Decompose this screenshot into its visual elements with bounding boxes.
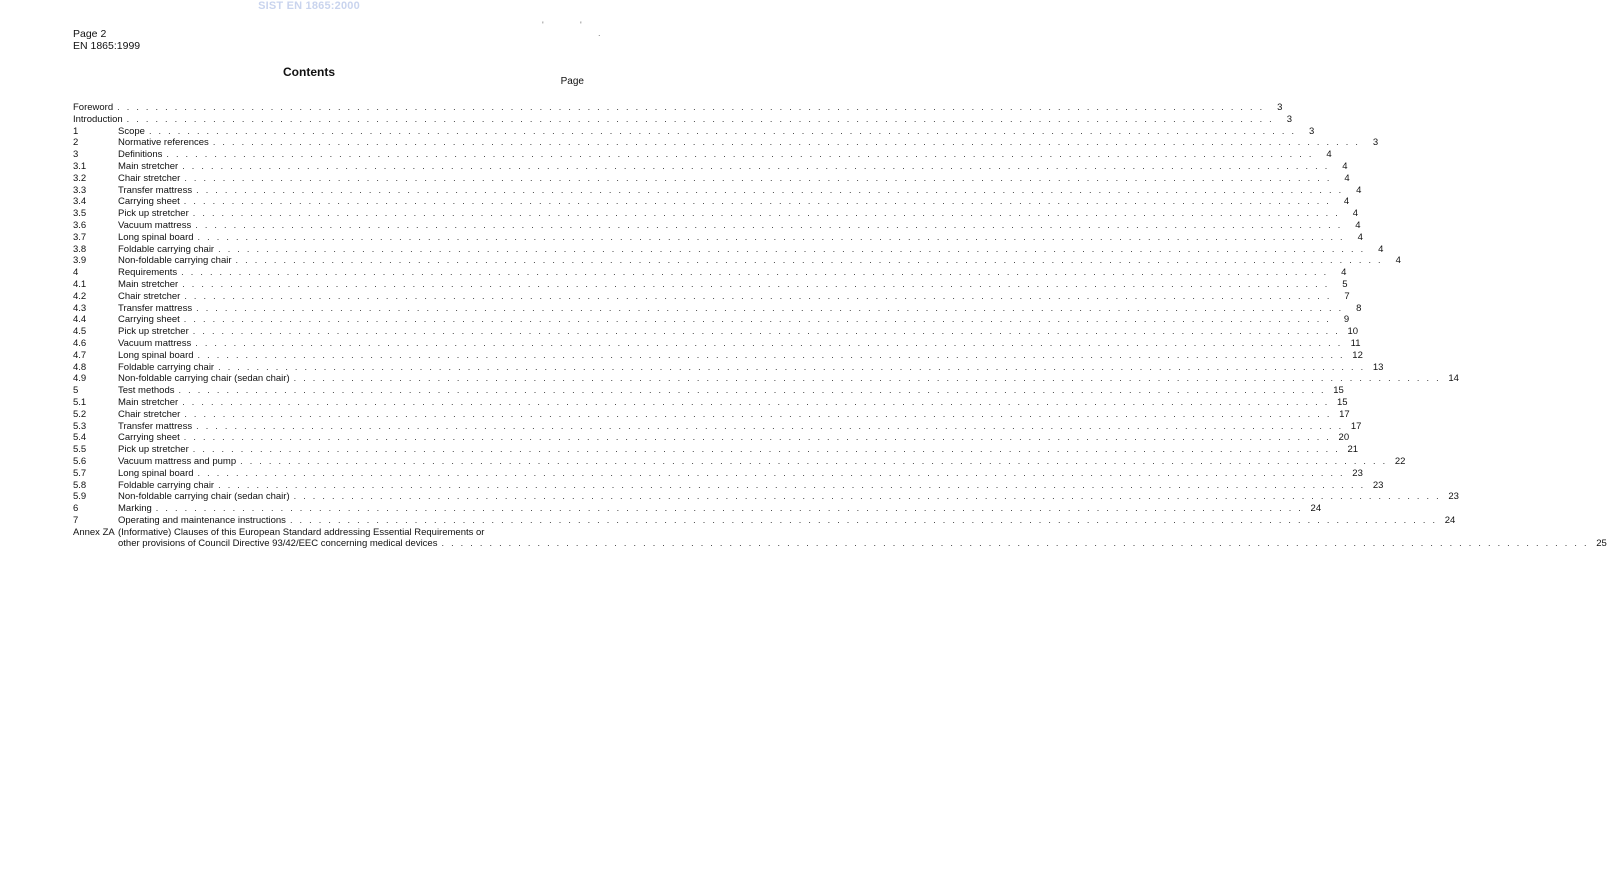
toc-entry[interactable] [73, 278, 1348, 291]
toc-entry-number: 5.4 [73, 432, 87, 444]
toc-entry-page: 23 [1448, 491, 1459, 503]
toc-leader-dots: . . . . . . . . . . . . . . . . . . . . . . . . . . . . . . . . . . . . . . . . . . . . . . . . . . . . . . . . . . . . . . . . . . . . . . . . . . . . . . . . . . . . . . . . . . . . . . . . . . . . . . . . . . . . . . . . . . . . . . . . [182, 278, 1330, 289]
toc-entry-page: 13 [1372, 361, 1384, 373]
toc-leader-dots: . . . . . . . . . . . . . . . . . . . . . . . . . . . . . . . . . . . . . . . . . . . . . . . . . . . . . . . . . . . . . . . . . . . . . . . . . . . . . . . . . . . . . . . . . . . . . . . . . . . . . . . . . . . . . . . . . . . . . . . . [195, 219, 1343, 230]
toc-entry-title: Pick up stretcher [118, 444, 189, 456]
toc-entry-page: 12 [1352, 349, 1363, 361]
toc-entry-page: 8 [1356, 302, 1362, 314]
toc-entry-title: Pick up stretcher [118, 208, 189, 220]
toc-leader-dots: . . . . . . . . . . . . . . . . . . . . . . . . . . . . . . . . . . . . . . . . . . . . . . . . . . . . . . . . . . . . . . . . . . . . . . . . . . . . . . . . . . . . . . . . . . . . . . . . . . . . . . . . . . . . . . . . . . . . . . . . [218, 361, 1366, 372]
toc-entry-page: 3 [1277, 102, 1283, 113]
toc-leader-dots: . . . . . . . . . . . . . . . . . . . . . . . . . . . . . . . . . . . . . . . . . . . . . . . . . . . . . . . . . . . . . . . . . . . . . . . . . . . . . . . . . . . . . . . . . . . . . . . . . . . . . . . . . . . . . . . . . . . . . . . . [182, 396, 1330, 407]
toc-leader-dots: . . . . . . . . . . . . . . . . . . . . . . . . . . . . . . . . . . . . . . . . . . . . . . . . . . . . . . . . . . . . . . . . . . . . . . . . . . . . . . . . . . . . . . . . . . . . . . . . . . . . . . . . . . . . . . . . . . . . . . . . [126, 113, 1274, 124]
toc-leader-dots: . . . . . . . . . . . . . . . . . . . . . . . . . . . . . . . . . . . . . . . . . . . . . . . . . . . . . . . . . . . . . . . . . . . . . . . . . . . . . . . . . . . . . . . . . . . . . . . . . . . . . . . . . . . . . . . . . . . . . . . . [293, 373, 1441, 384]
toc-entry[interactable] [73, 160, 1348, 173]
toc-leader-dots: . . . . . . . . . . . . . . . . . . . . . . . . . . . . . . . . . . . . . . . . . . . . . . . . . . . . . . . . . . . . . . . . . . . . . . . . . . . . . . . . . . . . . . . . . . . . . . . . . . . . . . . . . . . . . . . . . . . . . . . . [183, 314, 1332, 325]
annex-entry[interactable] [73, 527, 585, 539]
toc-entry-title: Vacuum mattress and pump [118, 455, 237, 467]
toc-entry-number: 4.8 [73, 361, 87, 373]
scan-speck: . [598, 28, 601, 38]
scan-speck: ' [580, 20, 582, 30]
toc-leader-dots: . . . . . . . . . . . . . . . . . . . . . . . . . . . . . . . . . . . . . . . . . . . . . . . . . . . . . . . . . . . . . . . . . . . . . . . . . . . . . . . . . . . . . . . . . . . . . . . . . . . . . . . . . . . . . . . . . . . . . . . . [293, 491, 1441, 502]
toc-entry[interactable] [73, 219, 1361, 232]
contents-title: Contents [283, 65, 335, 79]
toc-entry[interactable] [73, 196, 1350, 208]
toc-entry-page: 7 [1344, 290, 1350, 302]
toc-leader-dots: . . . . . . . . . . . . . . . . . . . . . . . . . . . . . . . . . . . . . . . . . . . . . . . . . . . . . . . . . . . . . . . . . . . . . . . . . . . . . . . . . . . . . . . . . . . . . . . . . . . . . . . . . . . . . . . . . . . . . . . . [192, 444, 1341, 455]
toc-entry-number: 4.3 [73, 302, 87, 314]
toc-entry-page: 4 [1395, 255, 1401, 267]
toc-entry-page: 4 [1341, 267, 1347, 279]
toc-entry-number: 5.7 [73, 467, 87, 479]
toc-entry-page: 17 [1339, 408, 1350, 420]
toc-leader-dots: . . . . . . . . . . . . . . . . . . . . . . . . . . . . . . . . . . . . . . . . . . . . . . . . . . . . . . . . . . . . . . . . . . . . . . . . . . . . . . . . . . . . . . . . . . . . . . . . . . . . . . . . . . . . . . . . . . . . . . . . [441, 538, 1589, 549]
toc-entry-page: 23 [1372, 479, 1384, 491]
page-header [73, 28, 140, 52]
toc-leader-dots: . . . . . . . . . . . . . . . . . . . . . . . . . . . . . . . . . . . . . . . . . . . . . . . . . . . . . . . . . . . . . . . . . . . . . . . . . . . . . . . . . . . . . . . . . . . . . . . . . . . . . . . . . . . . . . . . . . . . . . . . [182, 160, 1330, 171]
toc-entry[interactable] [73, 243, 1384, 256]
toc-entry-page: 20 [1338, 432, 1350, 444]
toc-leader-dots: . . . . . . . . . . . . . . . . . . . . . . . . . . . . . . . . . . . . . . . . . . . . . . . . . . . . . . . . . . . . . . . . . . . . . . . . . . . . . . . . . . . . . . . . . . . . . . . . . . . . . . . . . . . . . . . . . . . . . . . . [117, 102, 1265, 112]
toc-entry-number: 2 [73, 137, 79, 149]
toc-entry-page: 24 [1310, 503, 1322, 515]
toc-entry[interactable] [73, 361, 1384, 374]
toc-entry-page: 24 [1444, 514, 1456, 526]
toc-entry-title: Foreword [73, 102, 114, 113]
toc-entry[interactable] [73, 267, 1347, 279]
toc-entry-title: Foldable carrying chair [118, 479, 215, 491]
toc-entry-title: Vacuum mattress [118, 337, 192, 349]
toc-entry-title: Requirements [118, 267, 178, 279]
toc-entry-title: Main stretcher [118, 278, 179, 290]
toc-entry[interactable] [73, 420, 1362, 433]
toc-entry[interactable] [73, 314, 1350, 326]
toc-entry-page: 4 [1344, 172, 1350, 184]
toc-entry-number: 3.5 [73, 208, 87, 220]
toc-entry-number: 4.7 [73, 349, 87, 361]
toc-entry-title: Operating and maintenance instructions [118, 514, 286, 526]
toc-entry-page: 9 [1343, 314, 1350, 326]
toc-entry-number: 4.6 [73, 337, 87, 349]
toc-leader-dots: . . . . . . . . . . . . . . . . . . . . . . . . . . . . . . . . . . . . . . . . . . . . . . . . . . . . . . . . . . . . . . . . . . . . . . . . . . . . . . . . . . . . . . . . . . . . . . . . . . . . . . . . . . . . . . . . . . . . . . . . [181, 267, 1329, 278]
toc-entry[interactable] [73, 503, 1322, 515]
toc-leader-dots: . . . . . . . . . . . . . . . . . . . . . . . . . . . . . . . . . . . . . . . . . . . . . . . . . . . . . . . . . . . . . . . . . . . . . . . . . . . . . . . . . . . . . . . . . . . . . . . . . . . . . . . . . . . . . . . . . . . . . . . . [192, 326, 1341, 337]
toc-entry-page: 4 [1342, 160, 1348, 172]
toc-entry-number: 3 [73, 149, 79, 161]
toc-entry-page: 15 [1333, 385, 1344, 397]
toc-entry-number: 3.2 [73, 172, 87, 184]
toc-entry-title: Foldable carrying chair [118, 361, 215, 373]
toc-entry-number: 4.4 [73, 314, 87, 326]
toc-entry-title: Chair stretcher [118, 290, 181, 302]
toc-entry-number: 4 [73, 267, 79, 279]
toc-entry-title: Non-foldable carrying chair (sedan chair) [118, 491, 290, 503]
toc-entry-number: 4.5 [73, 326, 87, 338]
toc-entry-page: 3 [1372, 137, 1379, 149]
toc-leader-dots: . . . . . . . . . . . . . . . . . . . . . . . . . . . . . . . . . . . . . . . . . . . . . . . . . . . . . . . . . . . . . . . . . . . . . . . . . . . . . . . . . . . . . . . . . . . . . . . . . . . . . . . . . . . . . . . . . . . . . . . . [197, 349, 1345, 360]
toc-entry-title: Long spinal board [118, 231, 194, 243]
toc-entry-title: Transfer mattress [118, 420, 193, 432]
toc-entry-title: Carrying sheet [118, 432, 180, 444]
toc-entry-number: 3.8 [73, 243, 87, 255]
toc-leader-dots: . . . . . . . . . . . . . . . . . . . . . . . . . . . . . . . . . . . . . . . . . . . . . . . . . . . . . . . . . . . . . . . . . . . . . . . . . . . . . . . . . . . . . . . . . . . . . . . . . . . . . . . . . . . . . . . . . . . . . . . . [196, 420, 1344, 431]
toc-entry-page: 4 [1352, 208, 1359, 220]
toc-entry-page: 23 [1352, 467, 1363, 479]
toc-entry[interactable] [73, 396, 1348, 409]
toc-entry-number: 3.6 [73, 219, 87, 231]
toc-entry-title: Main stretcher [118, 396, 179, 408]
toc-entry[interactable] [73, 290, 1350, 303]
toc-entry-title: Vacuum mattress [118, 219, 192, 231]
toc-entry[interactable] [73, 125, 1315, 138]
toc-leader-dots: . . . . . . . . . . . . . . . . . . . . . . . . . . . . . . . . . . . . . . . . . . . . . . . . . . . . . . . . . . . . . . . . . . . . . . . . . . . . . . . . . . . . . . . . . . . . . . . . . . . . . . . . . . . . . . . . . . . . . . . . [195, 337, 1343, 348]
toc-entry-number: 5.5 [73, 444, 87, 456]
toc-leader-dots: . . . . . . . . . . . . . . . . . . . . . . . . . . . . . . . . . . . . . . . . . . . . . . . . . . . . . . . . . . . . . . . . . . . . . . . . . . . . . . . . . . . . . . . . . . . . . . . . . . . . . . . . . . . . . . . . . . . . . . . . [235, 255, 1383, 266]
page-column-label: Page [560, 76, 584, 87]
toc-leader-dots: . . . . . . . . . . . . . . . . . . . . . . . . . . . . . . . . . . . . . . . . . . . . . . . . . . . . . . . . . . . . . . . . . . . . . . . . . . . . . . . . . . . . . . . . . . . . . . . . . . . . . . . . . . . . . . . . . . . . . . . . [178, 385, 1326, 396]
toc-entry[interactable] [73, 231, 1363, 244]
toc-entry-title: Long spinal board [118, 467, 194, 479]
toc-entry-page: 4 [1357, 231, 1363, 243]
toc-entry-title: Introduction [73, 113, 123, 125]
toc-entry-number: 5.3 [73, 420, 87, 432]
toc-leader-dots: . . . . . . . . . . . . . . . . . . . . . . . . . . . . . . . . . . . . . . . . . . . . . . . . . . . . . . . . . . . . . . . . . . . . . . . . . . . . . . . . . . . . . . . . . . . . . . . . . . . . . . . . . . . . . . . . . . . . . . . . [184, 172, 1332, 183]
toc-entry[interactable] [73, 172, 1350, 185]
toc-entry[interactable] [73, 337, 1361, 350]
toc-entry[interactable] [73, 102, 1283, 114]
toc-entry[interactable] [73, 479, 1384, 492]
toc-entry-number: 6 [73, 503, 79, 515]
toc-entry[interactable] [73, 349, 1363, 362]
toc-leader-dots: . . . . . . . . . . . . . . . . . . . . . . . . . . . . . . . . . . . . . . . . . . . . . . . . . . . . . . . . . . . . . . . . . . . . . . . . . . . . . . . . . . . . . . . . . . . . . . . . . . . . . . . . . . . . . . . . . . . . . . . . [183, 196, 1332, 207]
toc-leader-dots: . . . . . . . . . . . . . . . . . . . . . . . . . . . . . . . . . . . . . . . . . . . . . . . . . . . . . . . . . . . . . . . . . . . . . . . . . . . . . . . . . . . . . . . . . . . . . . . . . . . . . . . . . . . . . . . . . . . . . . . . [184, 290, 1332, 301]
toc-entry-number: 5.2 [73, 408, 87, 420]
toc-entry-number: 5.1 [73, 396, 87, 408]
page-number: Page 2 [73, 28, 107, 40]
toc-entry-number: 1 [73, 125, 79, 137]
toc-entry-number: 3.7 [73, 231, 87, 243]
toc-leader-dots: . . . . . . . . . . . . . . . . . . . . . . . . . . . . . . . . . . . . . . . . . . . . . . . . . . . . . . . . . . . . . . . . . . . . . . . . . . . . . . . . . . . . . . . . . . . . . . . . . . . . . . . . . . . . . . . . . . . . . . . . [196, 302, 1344, 313]
toc-entry-title: Scope [118, 125, 145, 137]
annex-title-line1: (Informative) Clauses of this European Standard addressing Essential Requirements or [118, 526, 485, 538]
toc-entry-title: Long spinal board [118, 349, 194, 361]
toc-leader-dots: . . . . . . . . . . . . . . . . . . . . . . . . . . . . . . . . . . . . . . . . . . . . . . . . . . . . . . . . . . . . . . . . . . . . . . . . . . . . . . . . . . . . . . . . . . . . . . . . . . . . . . . . . . . . . . . . . . . . . . . . [184, 408, 1332, 419]
toc-entry-page: 3 [1308, 125, 1315, 137]
toc-entry-number: 3.4 [73, 196, 87, 208]
toc-leader-dots: . . . . . . . . . . . . . . . . . . . . . . . . . . . . . . . . . . . . . . . . . . . . . . . . . . . . . . . . . . . . . . . . . . . . . . . . . . . . . . . . . . . . . . . . . . . . . . . . . . . . . . . . . . . . . . . . . . . . . . . . [240, 455, 1388, 466]
toc-entry-page: 15 [1336, 396, 1348, 408]
toc-entry[interactable] [73, 373, 1459, 385]
toc-entry-title: Normative references [118, 137, 209, 149]
toc-entry-page: 17 [1350, 420, 1362, 432]
toc-entry-title: Marking [118, 503, 152, 515]
toc-entry-title: Test methods [118, 385, 175, 397]
toc-leader-dots: . . . . . . . . . . . . . . . . . . . . . . . . . . . . . . . . . . . . . . . . . . . . . . . . . . . . . . . . . . . . . . . . . . . . . . . . . . . . . . . . . . . . . . . . . . . . . . . . . . . . . . . . . . . . . . . . . . . . . . . . [192, 208, 1341, 219]
toc-entry-page: 3 [1286, 113, 1292, 125]
toc-entry[interactable] [73, 149, 1332, 161]
toc-entry[interactable] [73, 113, 1292, 126]
toc-entry-page: 11 [1350, 337, 1361, 349]
annex-title-line2: other provisions of Council Directive 93/42/EEC concerning medical devices [118, 538, 438, 550]
toc-entry-page: 4 [1378, 243, 1384, 255]
toc-entry[interactable] [73, 467, 1363, 480]
toc-entry-title: Chair stretcher [118, 408, 181, 420]
toc-entry-page: 4 [1356, 184, 1362, 196]
toc-leader-dots: . . . . . . . . . . . . . . . . . . . . . . . . . . . . . . . . . . . . . . . . . . . . . . . . . . . . . . . . . . . . . . . . . . . . . . . . . . . . . . . . . . . . . . . . . . . . . . . . . . . . . . . . . . . . . . . . . . . . . . . . [218, 243, 1366, 254]
watermark: SIST EN 1865:2000 [258, 0, 360, 12]
toc-entry-number: 7 [73, 514, 79, 526]
toc-leader-dots: . . . . . . . . . . . . . . . . . . . . . . . . . . . . . . . . . . . . . . . . . . . . . . . . . . . . . . . . . . . . . . . . . . . . . . . . . . . . . . . . . . . . . . . . . . . . . . . . . . . . . . . . . . . . . . . . . . . . . . . . [289, 514, 1438, 525]
toc-entry-page: 4 [1326, 149, 1332, 161]
toc-entry-number: 4.2 [73, 290, 87, 302]
toc-entry[interactable] [73, 302, 1362, 315]
toc-leader-dots: . . . . . . . . . . . . . . . . . . . . . . . . . . . . . . . . . . . . . . . . . . . . . . . . . . . . . . . . . . . . . . . . . . . . . . . . . . . . . . . . . . . . . . . . . . . . . . . . . . . . . . . . . . . . . . . . . . . . . . . . [155, 503, 1304, 514]
toc-entry[interactable] [73, 514, 1456, 527]
toc-entry-page: 5 [1342, 278, 1348, 290]
toc-entry[interactable] [73, 432, 1350, 444]
toc-entry-page: 4 [1355, 219, 1361, 231]
table-of-contents [73, 102, 1607, 550]
scan-speck: ' [542, 20, 544, 30]
toc-entry[interactable] [73, 255, 1401, 267]
toc-entry-page: 4 [1343, 196, 1350, 208]
toc-entry-number: 5.8 [73, 479, 87, 491]
toc-entry-title: Chair stretcher [118, 172, 181, 184]
toc-leader-dots: . . . . . . . . . . . . . . . . . . . . . . . . . . . . . . . . . . . . . . . . . . . . . . . . . . . . . . . . . . . . . . . . . . . . . . . . . . . . . . . . . . . . . . . . . . . . . . . . . . . . . . . . . . . . . . . . . . . . . . . . [212, 137, 1361, 148]
toc-entry-number: 4.9 [73, 373, 87, 385]
toc-entry-page: 14 [1448, 373, 1459, 385]
toc-entry[interactable] [73, 408, 1350, 421]
toc-entry-number: 4.1 [73, 278, 87, 290]
toc-entry-page: 21 [1347, 444, 1359, 456]
toc-leader-dots: . . . . . . . . . . . . . . . . . . . . . . . . . . . . . . . . . . . . . . . . . . . . . . . . . . . . . . . . . . . . . . . . . . . . . . . . . . . . . . . . . . . . . . . . . . . . . . . . . . . . . . . . . . . . . . . . . . . . . . . . [218, 479, 1366, 490]
toc-entry-page: 10 [1347, 326, 1359, 338]
annex-number: Annex ZA [73, 526, 115, 538]
toc-leader-dots: . . . . . . . . . . . . . . . . . . . . . . . . . . . . . . . . . . . . . . . . . . . . . . . . . . . . . . . . . . . . . . . . . . . . . . . . . . . . . . . . . . . . . . . . . . . . . . . . . . . . . . . . . . . . . . . . . . . . . . . . [183, 432, 1332, 443]
toc-entry-number: 3.9 [73, 255, 87, 267]
toc-entry-number: 5.9 [73, 491, 87, 503]
toc-entry-title: Non-foldable carrying chair (sedan chair) [118, 373, 290, 385]
toc-leader-dots: . . . . . . . . . . . . . . . . . . . . . . . . . . . . . . . . . . . . . . . . . . . . . . . . . . . . . . . . . . . . . . . . . . . . . . . . . . . . . . . . . . . . . . . . . . . . . . . . . . . . . . . . . . . . . . . . . . . . . . . . [197, 467, 1345, 478]
toc-entry[interactable] [73, 444, 1359, 456]
toc-leader-dots: . . . . . . . . . . . . . . . . . . . . . . . . . . . . . . . . . . . . . . . . . . . . . . . . . . . . . . . . . . . . . . . . . . . . . . . . . . . . . . . . . . . . . . . . . . . . . . . . . . . . . . . . . . . . . . . . . . . . . . . . [196, 184, 1344, 195]
toc-entry-title: Transfer mattress [118, 184, 193, 196]
toc-entry[interactable] [73, 208, 1359, 220]
annex-entry-continued[interactable] [73, 538, 1607, 550]
toc-entry-title: Pick up stretcher [118, 326, 189, 338]
toc-entry-number: 5 [73, 385, 79, 397]
toc-entry-title: Main stretcher [118, 160, 179, 172]
toc-entry[interactable] [73, 184, 1362, 197]
toc-entry-number: 3.1 [73, 160, 87, 172]
toc-entry-title: Transfer mattress [118, 302, 193, 314]
toc-entry[interactable] [73, 385, 1344, 397]
toc-leader-dots: . . . . . . . . . . . . . . . . . . . . . . . . . . . . . . . . . . . . . . . . . . . . . . . . . . . . . . . . . . . . . . . . . . . . . . . . . . . . . . . . . . . . . . . . . . . . . . . . . . . . . . . . . . . . . . . . . . . . . . . . [166, 149, 1314, 160]
toc-entry-title: Definitions [118, 149, 163, 161]
toc-entry-number: 3.3 [73, 184, 87, 196]
toc-entry-page: 22 [1394, 455, 1406, 467]
toc-leader-dots: . . . . . . . . . . . . . . . . . . . . . . . . . . . . . . . . . . . . . . . . . . . . . . . . . . . . . . . . . . . . . . . . . . . . . . . . . . . . . . . . . . . . . . . . . . . . . . . . . . . . . . . . . . . . . . . . . . . . . . . . [197, 231, 1345, 242]
toc-entry[interactable] [73, 137, 1379, 149]
toc-entry-title: Carrying sheet [118, 314, 180, 326]
toc-entry-title: Foldable carrying chair [118, 243, 215, 255]
toc-entry-title: Non-foldable carrying chair [118, 255, 232, 267]
toc-leader-dots: . . . . . . . . . . . . . . . . . . . . . . . . . . . . . . . . . . . . . . . . . . . . . . . . . . . . . . . . . . . . . . . . . . . . . . . . . . . . . . . . . . . . . . . . . . . . . . . . . . . . . . . . . . . . . . . . . . . . . . . . [148, 125, 1297, 136]
toc-entry[interactable] [73, 455, 1406, 468]
toc-entry-title: Carrying sheet [118, 196, 180, 208]
standard-id: EN 1865:1999 [73, 40, 141, 52]
toc-entry[interactable] [73, 491, 1459, 503]
annex-page: 25 [1596, 538, 1607, 550]
toc-entry[interactable] [73, 326, 1359, 338]
toc-entry-number: 5.6 [73, 455, 87, 467]
